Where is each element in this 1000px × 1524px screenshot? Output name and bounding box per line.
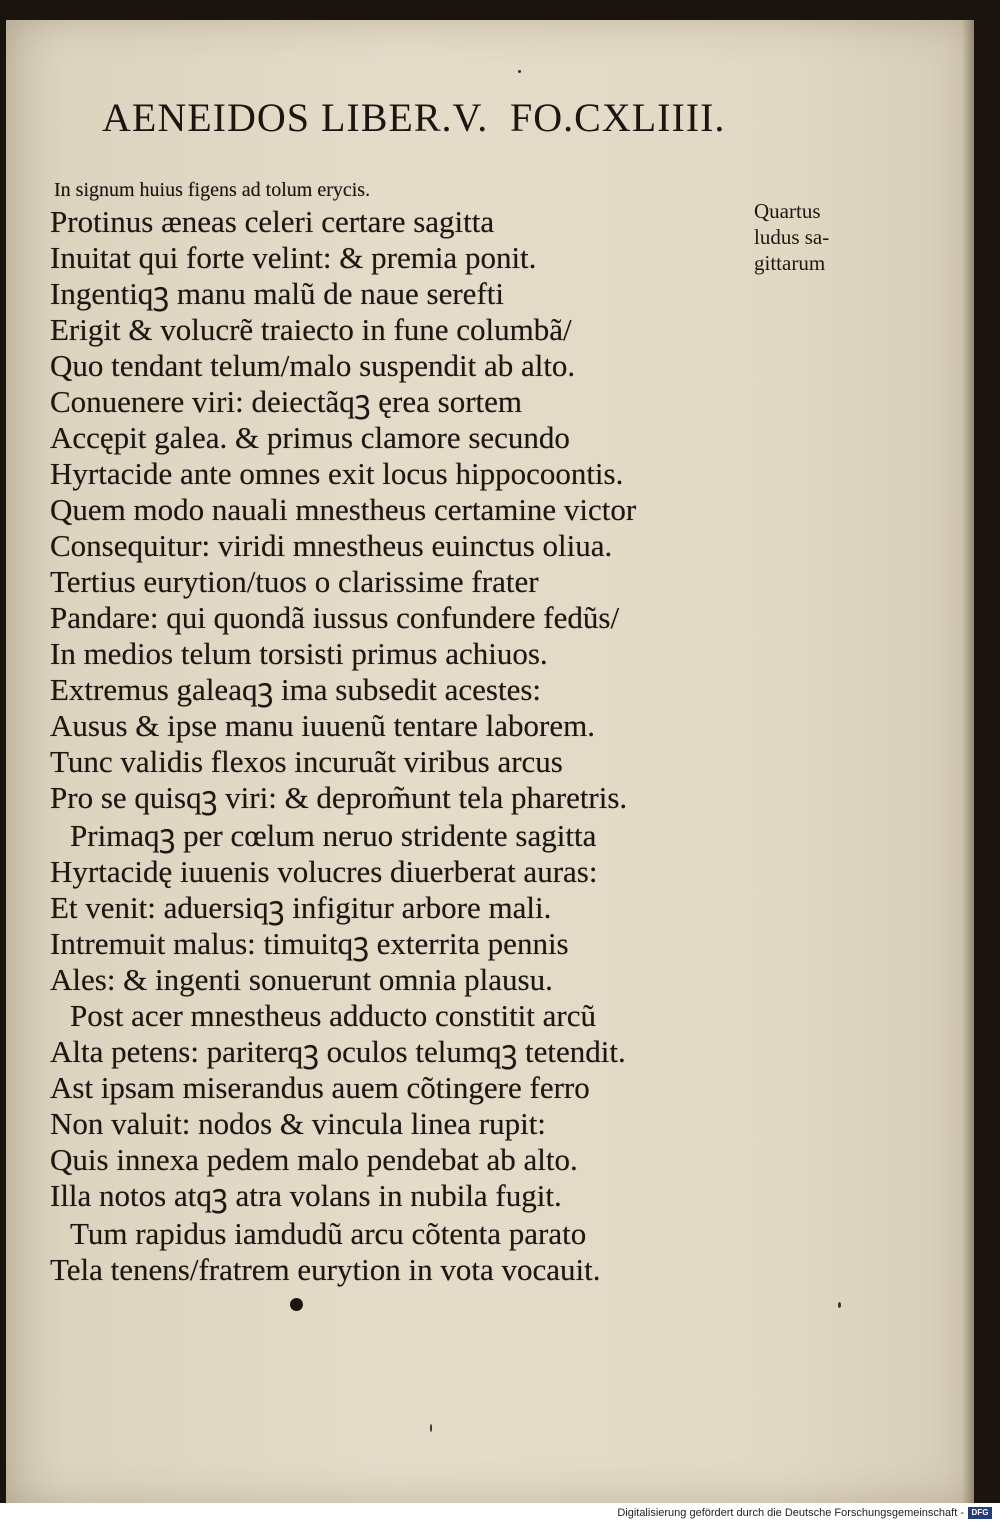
verse-line: Hyrtacidę iuuenis volucres diuerberat auras: [50, 854, 598, 889]
verse-line: Ingentiqꝫ manu malũ de naue serefti [50, 276, 504, 311]
marginal-note-line: Quartus [754, 199, 821, 223]
funding-credit: Digitalisierung gefördert durch die Deutsche Forschungsgemeinschaft - [617, 1507, 964, 1519]
verse-line: Quem modo nauali mnestheus certamine victor [50, 492, 637, 527]
page-header [102, 94, 742, 144]
verse-line: Alta petens: pariterqꝫ oculos telumqꝫ tetendit. [50, 1034, 626, 1069]
verse-line: Erigit & volucrẽ traiecto in fune columbã/ [50, 312, 572, 347]
verse-line: Tela tenens/fratrem eurytion in vota vocauit. [50, 1252, 601, 1287]
verse-line: Pro se quisqꝫ viri: & deprom̃unt tela pharetris. [50, 780, 628, 815]
verse-line: Quis innexa pedem malo pendebat ab alto. [50, 1142, 578, 1177]
running-title: AENEIDOS LIBER.V. [102, 95, 489, 140]
ink-speck [430, 1424, 432, 1432]
marginal-note-line: ludus sa- [754, 225, 830, 249]
verse-line: Conuenere viri: deiectãqꝫ ęrea sortem [50, 384, 523, 419]
ink-speck [838, 1302, 841, 1308]
dfg-logo: DFG [968, 1507, 992, 1519]
verse-line: Pandare: qui quondã iussus confundere fedũs/ [50, 600, 620, 635]
verse-line: In medios telum torsisti primus achiuos. [50, 636, 548, 671]
marginal-note [754, 198, 864, 276]
book-page [6, 20, 974, 1503]
verse-line: Extremus galeaqꝫ ima subsedit acestes: [50, 672, 542, 707]
verse-line: Tunc validis flexos incuruãt viribus arcus [50, 744, 563, 779]
verse-line: Tum rapidus iamdudũ arcu cõtenta parato [70, 1216, 587, 1251]
verse-line: Hyrtacide ante omnes exit locus hippocoontis. [50, 456, 624, 491]
ink-speck [518, 70, 521, 73]
marginal-note-line: gittarum [754, 251, 826, 275]
verse-line: Ast ipsam miserandus auem cõtingere ferro [50, 1070, 590, 1105]
verse-line: Non valuit: nodos & vincula linea rupit: [50, 1106, 546, 1141]
verse-line: Ausus & ipse manu iuuenũ tentare laborem. [50, 708, 595, 743]
verse-line: Et venit: aduersiqꝫ infigitur arbore mali. [50, 890, 552, 925]
verse-line: Post acer mnestheus adducto constitit arcũ [70, 998, 597, 1033]
gloss-line: In signum huius figens ad tolum erycis. [54, 179, 371, 201]
verse-line: Consequitur: viridi mnestheus euinctus oliua. [50, 528, 613, 563]
verse-line: Ales: & ingenti sonuerunt omnia plausu. [50, 962, 553, 997]
verse-line: Protinus æneas celeri certare sagitta [50, 204, 495, 239]
verse-line: Accępit galea. & primus clamore secundo [50, 420, 570, 455]
verse-line: Primaqꝫ per cœlum neruo stridente sagitta [70, 818, 597, 853]
digitization-footer [0, 1503, 1000, 1524]
folio-number: FO.CXLIIII. [510, 95, 726, 140]
verse-line: Tertius eurytion/tuos o clarissime frater [50, 564, 539, 599]
verse-line: Quo tendant telum/malo suspendit ab alto. [50, 348, 576, 383]
verse-line: Illa notos atqꝫ atra volans in nubila fugit. [50, 1178, 562, 1213]
verse-line: Intremuit malus: timuitqꝫ exterrita pennis [50, 926, 569, 961]
ornament-dot [290, 1298, 303, 1311]
verse-line: Inuitat qui forte velint: & premia ponit. [50, 240, 537, 275]
